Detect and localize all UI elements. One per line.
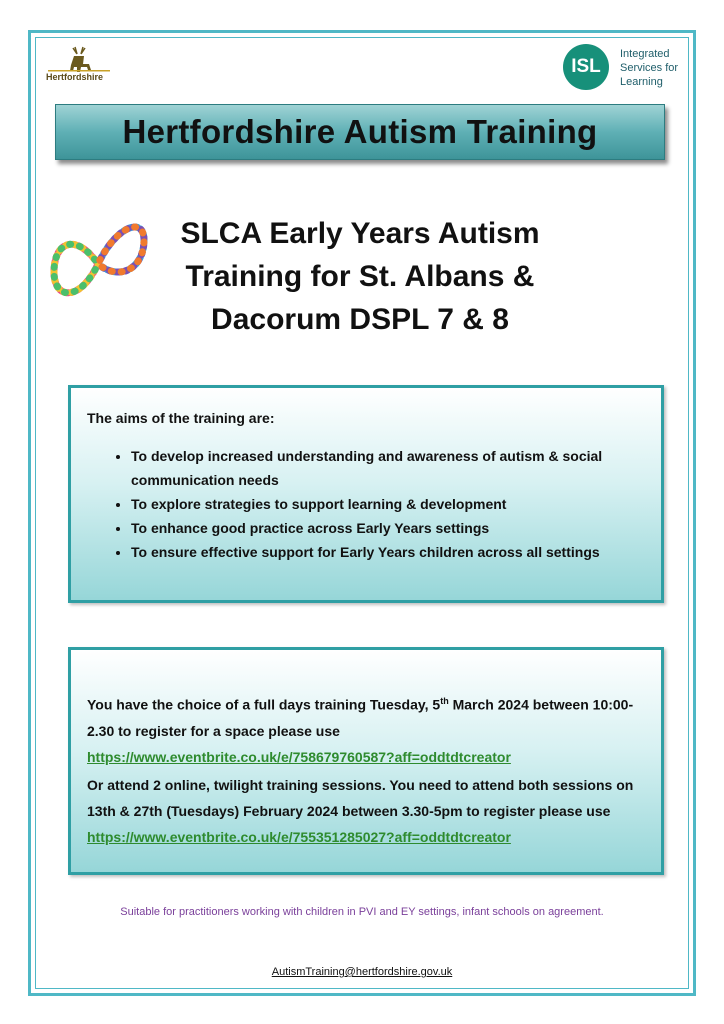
- isl-logo-text: [620, 47, 678, 89]
- isl-text-line2: Services for: [620, 62, 679, 74]
- aims-item: • To develop increased understanding and awareness of autism & social communication needs: [131, 444, 647, 492]
- full-day-text-b: March 2024 between 10:00-2.30 to register for a space please use: [87, 696, 634, 739]
- registration-box: [68, 647, 664, 875]
- isl-text-line3: Learning: [620, 76, 663, 88]
- aims-item: • To ensure effective support for Early Years children across all settings: [131, 540, 647, 564]
- isl-text-line1: Integrated: [620, 48, 670, 60]
- title-banner: [55, 104, 665, 160]
- suitability-note: Suitable for practitioners working with children in PVI and EY settings, infant schools on agreement.: [120, 906, 604, 918]
- online-eventbrite-link[interactable]: https://www.eventbrite.co.uk/e/755351285027?aff=oddtdtcreator: [87, 829, 511, 845]
- full-day-text-a: You have the choice of a full days training Tuesday, 5: [87, 696, 441, 713]
- title-line3: Dacorum DSPL 7 & 8: [211, 303, 509, 336]
- training-title: [150, 212, 570, 341]
- title-line2: Training for St. Albans &: [185, 260, 535, 293]
- date-ordinal: th: [440, 696, 449, 706]
- hertfordshire-logo-text: Hertfordshire: [46, 72, 104, 82]
- contact-email-link[interactable]: AutismTraining@hertfordshire.gov.uk: [271, 966, 453, 978]
- aims-list: [87, 444, 647, 564]
- aims-item: • To enhance good practice across Early Years settings: [131, 516, 647, 540]
- online-sessions-paragraph: [87, 772, 653, 850]
- full-day-eventbrite-link[interactable]: https://www.eventbrite.co.uk/e/758679760587?aff=oddtdtcreator: [87, 748, 511, 765]
- banner-title: Hertfordshire Autism Training: [122, 113, 598, 150]
- title-line1: SLCA Early Years Autism: [180, 217, 540, 250]
- autism-infinity-symbol: [46, 212, 150, 308]
- aims-box: [68, 385, 664, 603]
- aims-heading: The aims of the training are:: [87, 410, 275, 426]
- aims-item: • To explore strategies to support learning & development: [131, 492, 647, 516]
- isl-logo: ISL: [563, 44, 609, 90]
- full-day-paragraph: [87, 688, 653, 770]
- online-sessions-text: Or attend 2 online, twilight training sessions. You need to attend both sessions on 13th & 27th (Tuesdays) February 2024 between 3.30-5pm to register please use: [87, 777, 634, 819]
